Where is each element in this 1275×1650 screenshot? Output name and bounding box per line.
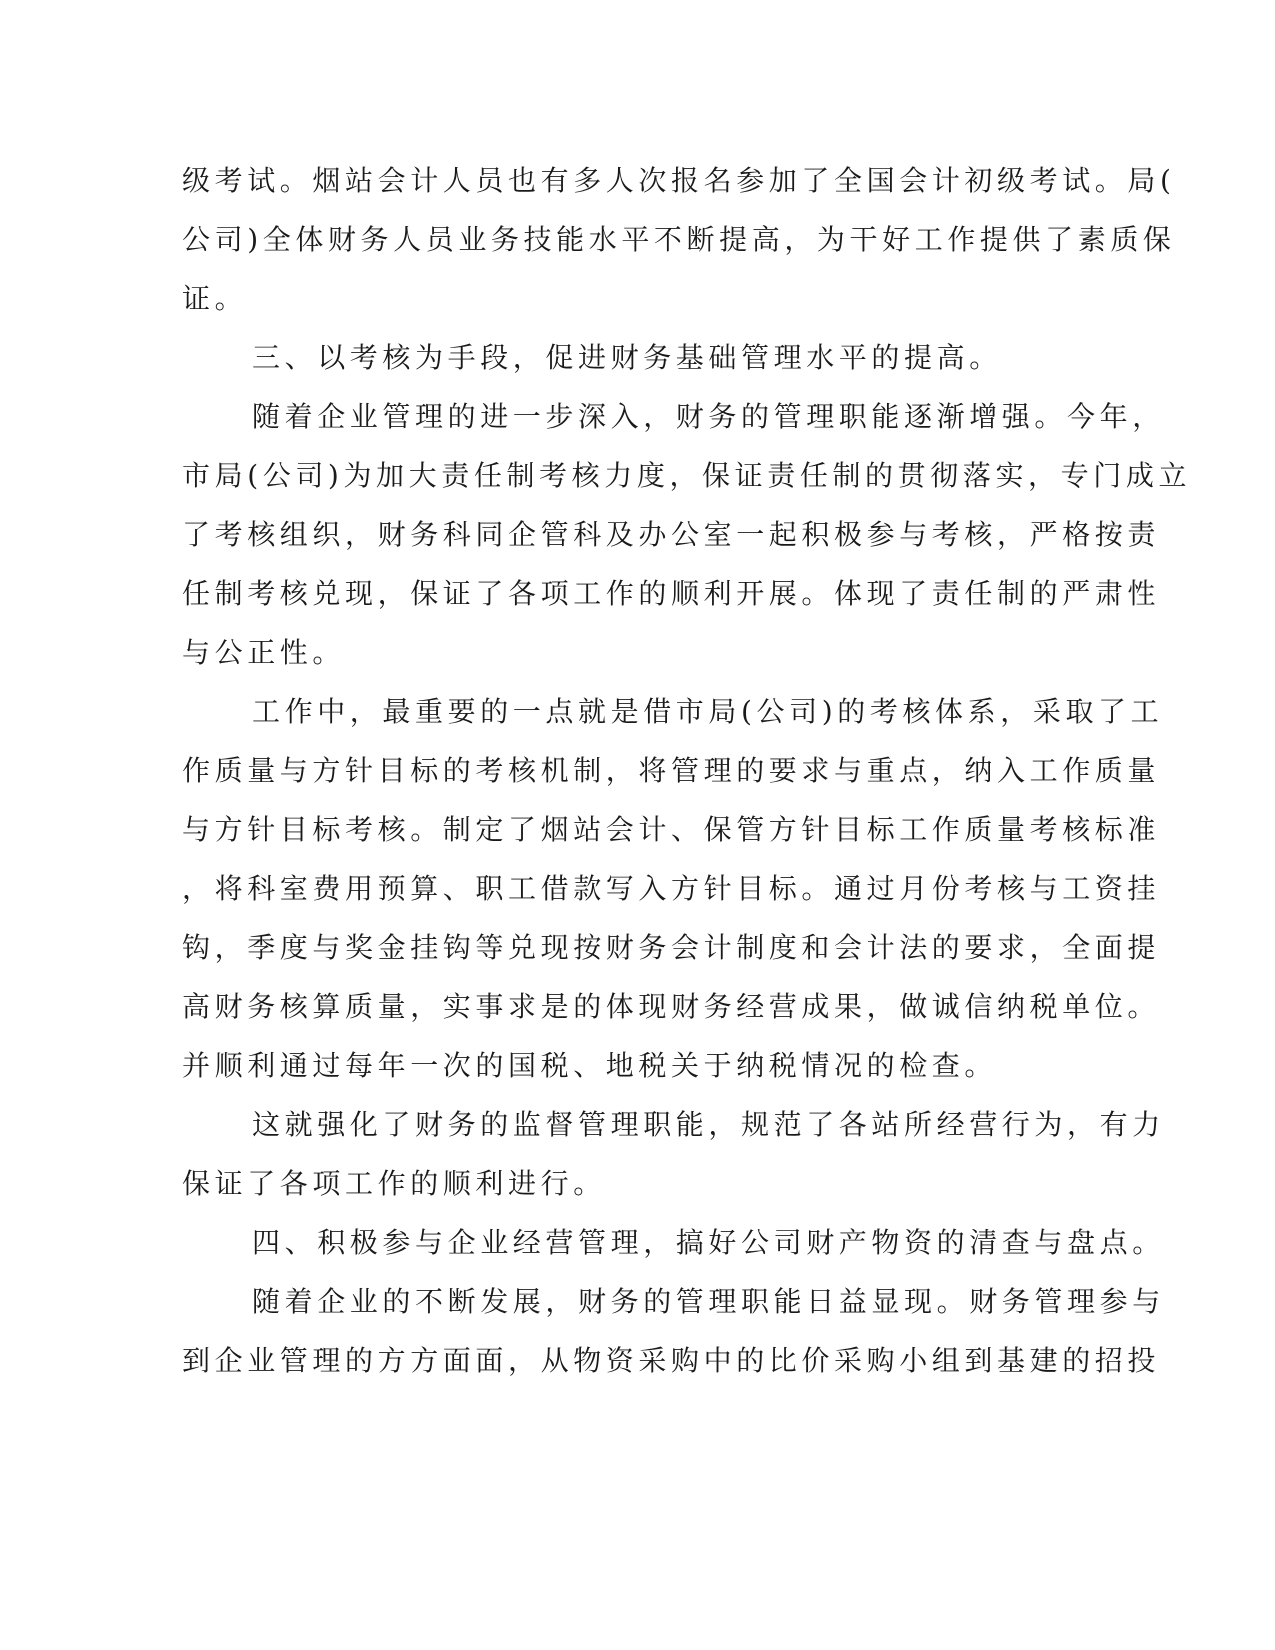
- text-line: 工作中，最重要的一点就是借市局(公司)的考核体系，采取了工: [252, 695, 1164, 728]
- text-line: 与公正性。: [182, 636, 346, 669]
- text-line: ，将科室费用预算、职工借款写入方针目标。通过月份考核与工资挂: [182, 872, 1161, 905]
- text-line: 这就强化了财务的监督管理职能，规范了各站所经营行为，有力: [252, 1108, 1165, 1141]
- section-heading: 四、积极参与企业经营管理，搞好公司财产物资的清查与盘点。: [252, 1226, 1165, 1259]
- text-line: 证。: [182, 282, 248, 315]
- text-line: 保证了各项工作的顺利进行。: [182, 1167, 606, 1200]
- text-line: 随着企业管理的进一步深入，财务的管理职能逐渐增强。今年，: [252, 400, 1165, 433]
- text-line: 任制考核兑现，保证了各项工作的顺利开展。体现了责任制的严肃性: [182, 577, 1161, 610]
- text-line: 并顺利通过每年一次的国税、地税关于纳税情况的检查。: [182, 1049, 998, 1082]
- text-line: 了考核组织，财务科同企管科及办公室一起积极参与考核，严格按责: [182, 518, 1161, 551]
- section-heading: 三、以考核为手段，促进财务基础管理水平的提高。: [252, 341, 1002, 374]
- text-line: 钩，季度与奖金挂钩等兑现按财务会计制度和会计法的要求，全面提: [182, 931, 1161, 964]
- text-line: 公司)全体财务人员业务技能水平不断提高，为干好工作提供了素质保: [182, 223, 1176, 256]
- text-line: 作质量与方针目标的考核机制，将管理的要求与重点，纳入工作质量: [182, 754, 1161, 787]
- text-line: 市局(公司)为加大责任制考核力度，保证责任制的贯彻落实，专门成立: [182, 459, 1192, 492]
- text-line: 与方针目标考核。制定了烟站会计、保管方针目标工作质量考核标准: [182, 813, 1161, 846]
- text-line: 到企业管理的方方面面，从物资采购中的比价采购小组到基建的招投: [182, 1344, 1161, 1377]
- text-line: 级考试。烟站会计人员也有多人次报名参加了全国会计初级考试。局(: [182, 164, 1176, 197]
- text-line: 高财务核算质量，实事求是的体现财务经营成果，做诚信纳税单位。: [182, 990, 1161, 1023]
- text-line: 随着企业的不断发展，财务的管理职能日益显现。财务管理参与: [252, 1285, 1165, 1318]
